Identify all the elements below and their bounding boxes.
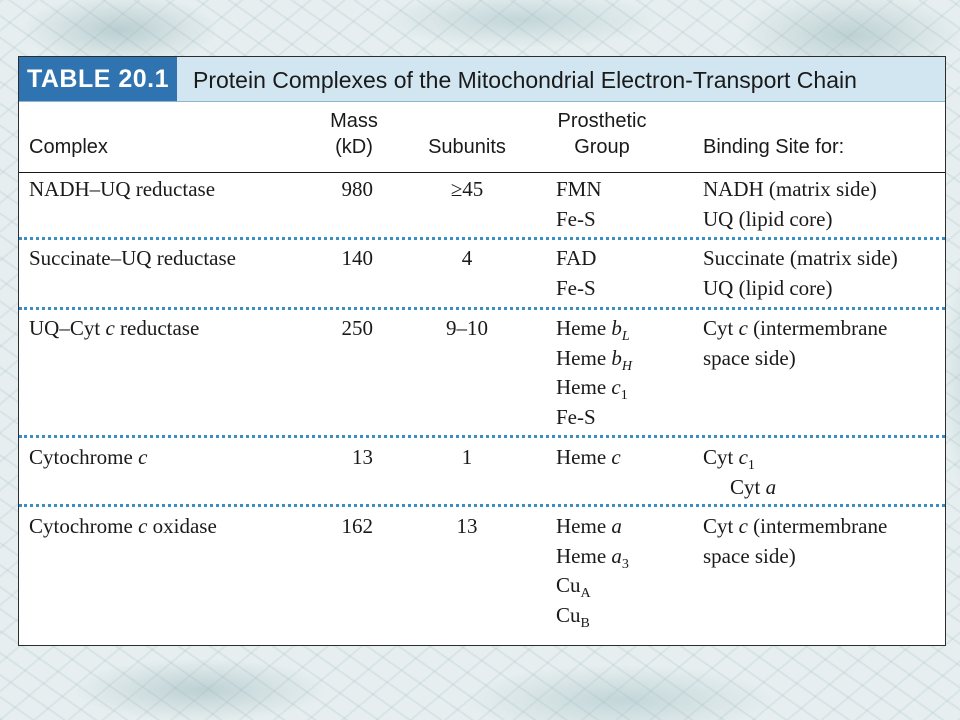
row-subunits: 1 — [461, 445, 473, 469]
header-rule — [19, 172, 945, 173]
row-mass: 250 — [341, 316, 373, 340]
row-complex — [29, 314, 199, 344]
row-divider — [19, 307, 945, 310]
row-prosthetic: Heme $b_H$ — [556, 345, 633, 374]
row-binding: Cyt c (intermembrane — [703, 514, 888, 538]
complex-suffix: reductase — [114, 316, 200, 340]
header-mass-line1: Mass — [330, 110, 378, 132]
row-mass: 13 — [352, 445, 373, 469]
row-prosthetic: Fe-S — [556, 404, 596, 429]
row-complex: NADH–UQ reductase — [29, 177, 216, 201]
row-prosthetic: $Cu_A$ — [556, 573, 591, 601]
table-title-bar — [19, 57, 945, 102]
row-divider — [19, 504, 945, 507]
header-binding-site: Binding Site for: — [703, 136, 845, 158]
row-binding: Cyt c (intermembrane — [703, 316, 888, 340]
row-binding: Succinate (matrix side) — [703, 246, 898, 270]
row-binding: UQ (lipid core) — [703, 206, 833, 231]
row-mass: 162 — [341, 514, 373, 538]
row-complex: Cytochrome c — [29, 445, 148, 469]
table-title: Protein Complexes of the Mitochondrial Electron-Transport Chain — [193, 67, 857, 93]
row-prosthetic: Heme $a_3$ — [556, 543, 629, 572]
row-binding: UQ (lipid core) — [703, 275, 833, 300]
row-mass: 980 — [341, 177, 373, 201]
row-mass: 140 — [341, 246, 373, 270]
header-subunits: Subunits — [428, 136, 506, 158]
row-prosthetic: Heme c — [556, 445, 621, 469]
row-prosthetic: Heme $b_L$ — [556, 316, 630, 344]
row-binding: Cyt $c_1$ — [703, 445, 755, 473]
row-prosthetic: FAD — [556, 246, 597, 270]
table-panel — [18, 56, 946, 646]
row-complex: Succinate–UQ reductase — [29, 246, 236, 270]
row-complex: Cytochrome c oxidase — [29, 514, 217, 538]
row-subunits: 9–10 — [446, 316, 488, 340]
row-prosthetic: FMN — [556, 177, 602, 201]
row-subunits: ≥45 — [450, 177, 484, 201]
header-prosthetic-line2: Group — [574, 136, 630, 158]
row-prosthetic: Heme $c_1$ — [556, 375, 628, 403]
row-binding: space side) — [703, 543, 796, 568]
header-mass-line2: (kD) — [335, 136, 373, 158]
row-binding: Cyt a — [730, 474, 777, 499]
row-binding: space side) — [703, 345, 796, 370]
row-divider — [19, 435, 945, 438]
table-number-badge: TABLE 20.1 — [19, 57, 177, 101]
row-divider — [19, 237, 945, 240]
row-prosthetic: Fe-S — [556, 275, 596, 300]
header-prosthetic-line1: Prosthetic — [557, 110, 647, 132]
header-complex: Complex — [29, 136, 108, 158]
row-subunits: 4 — [461, 246, 473, 270]
complex-italic-c: c — [105, 316, 115, 340]
table-header-row — [19, 102, 945, 172]
complex-prefix: UQ–Cyt — [29, 316, 106, 340]
row-prosthetic: Heme a — [556, 514, 622, 538]
row-prosthetic: $Cu_B$ — [556, 602, 590, 631]
row-subunits: 13 — [456, 514, 478, 538]
row-prosthetic: Fe-S — [556, 206, 596, 231]
row-binding: NADH (matrix side) — [703, 177, 877, 201]
